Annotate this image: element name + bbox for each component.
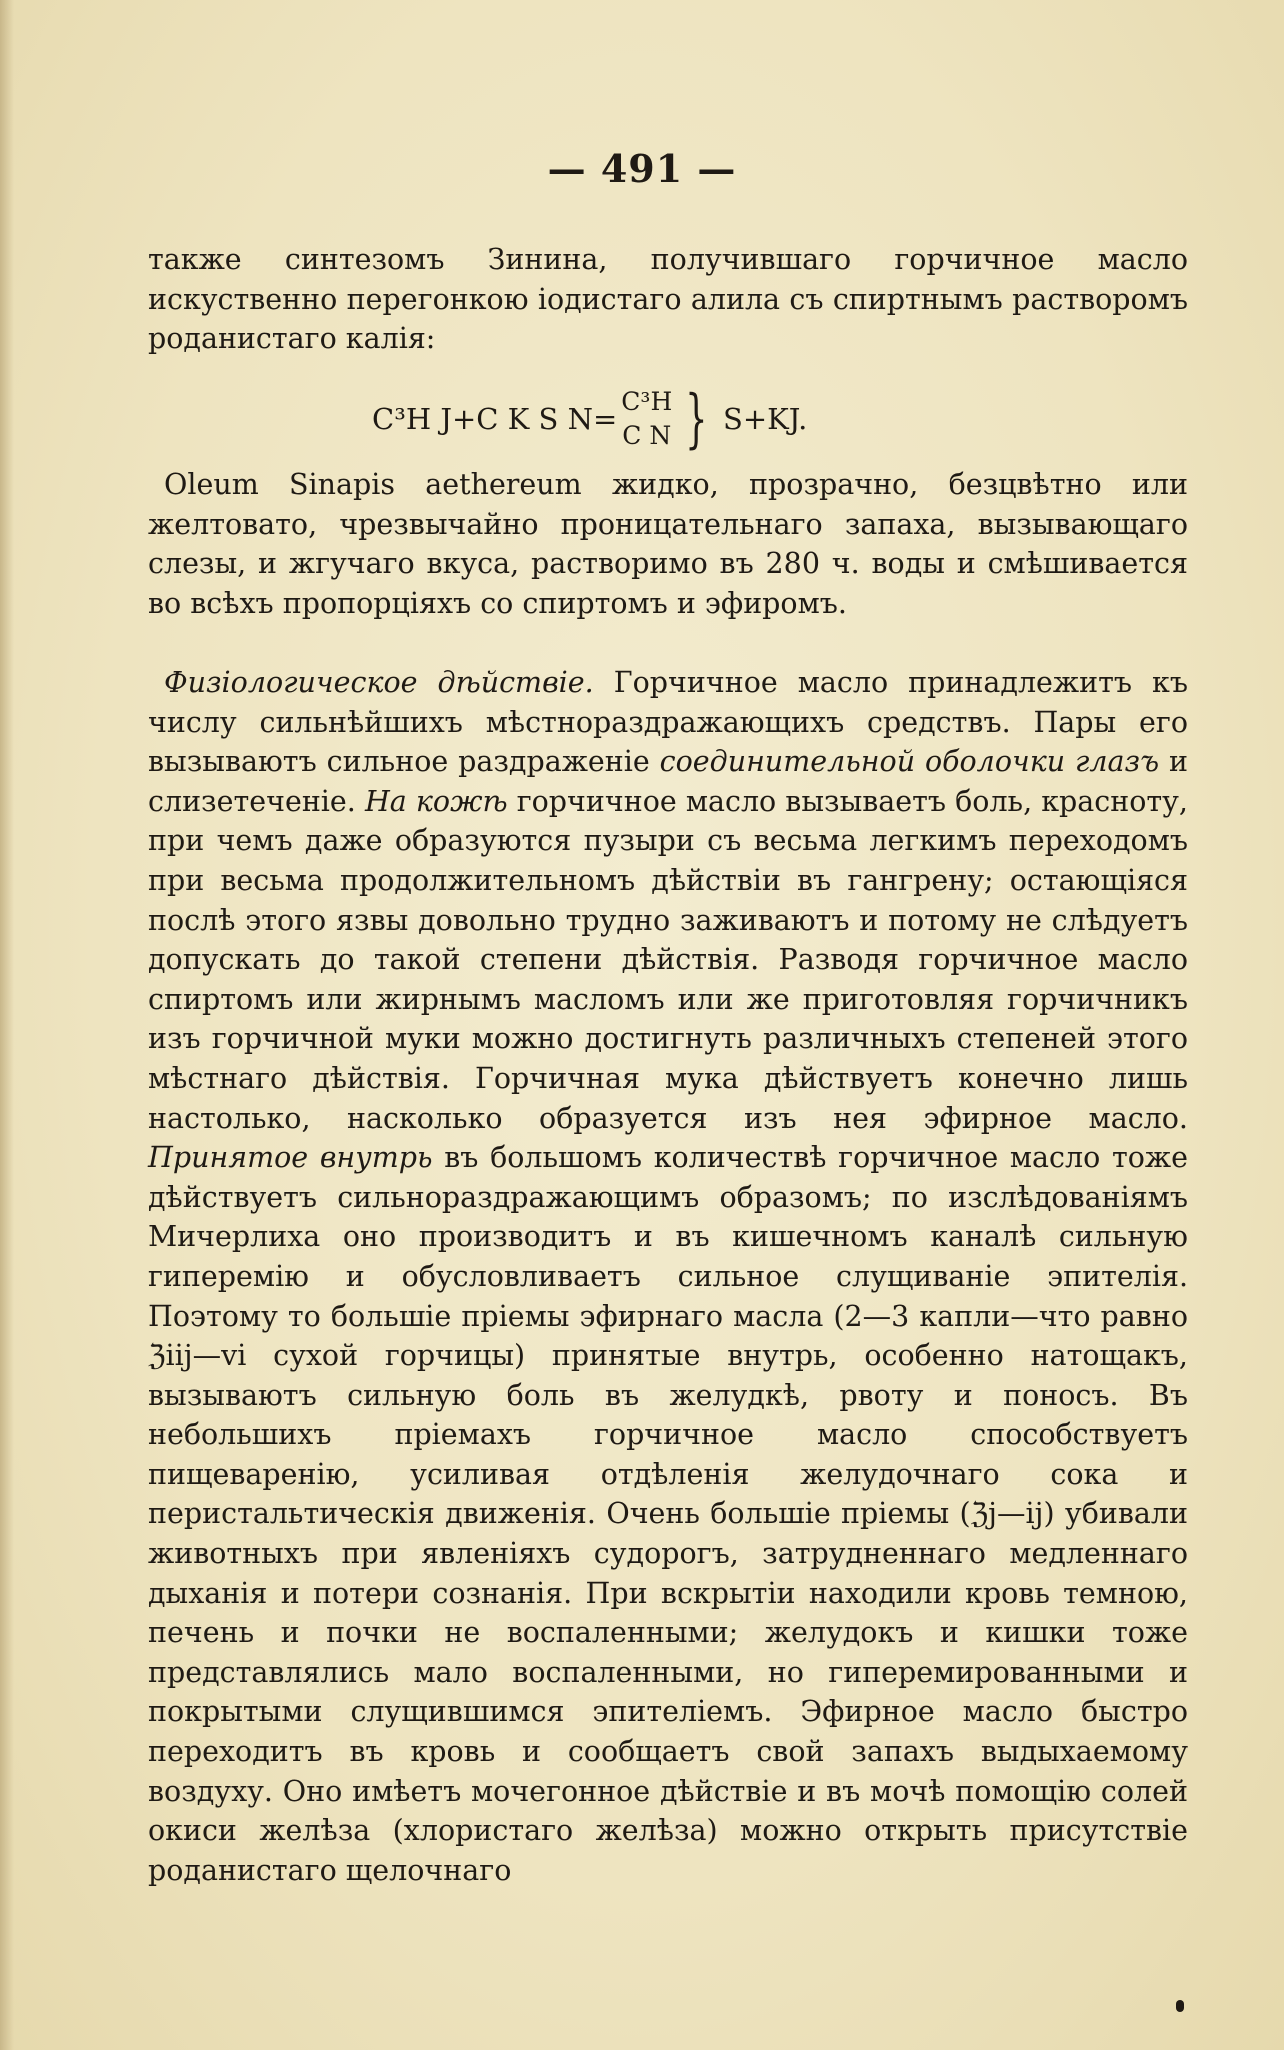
formula-stack-top: C³H: [621, 387, 673, 416]
text-part-3: горчичное масло вызываетъ боль, красноту, при чемъ даже образуются пузыри съ весьма легкимъ переходомъ при весьма продолжительномъ дѣйствіи въ гангрену; остающіяся послѣ этого язвы довольно трудно заживаютъ и потому не слѣдуетъ допускать до такой степени дѣйствія. Разводя горчичное масло спиртомъ или жирнымъ масломъ или же приготовляя горчичникъ изъ горчичной муки можно достигнуть различныхъ степеней этого мѣстнаго дѣйствія. Горчичная мука дѣйствуетъ конечно лишь настолько, насколько образуется изъ нея эфирное масло.: [148, 784, 1188, 1135]
text-part-2: и слизетеченіе.: [148, 745, 1188, 818]
formula-right: S+KJ.: [722, 402, 808, 436]
page-number: — 491 —: [547, 146, 737, 191]
formula-left: C³H J+C K S N=: [372, 402, 618, 436]
formula-stack: [621, 385, 672, 453]
formula-stack-bottom: C N: [622, 421, 672, 450]
emphasis-internal: Принятое внутрь: [148, 1141, 433, 1175]
paragraph-physiology: [148, 663, 1188, 1890]
ink-mark: [1176, 2000, 1184, 2012]
emphasis-conjunctiva: соединительной оболочки глазъ: [659, 745, 1160, 779]
chemical-formula: [372, 380, 807, 458]
paragraph-intro: также синтезомъ Зинина, получившаго горчичное масло искуственно перегонкою іодистаго алила съ спиртнымъ растворомъ роданистаго калія:: [148, 243, 1188, 356]
section-heading: Физіологическое дѣйствіе.: [164, 666, 594, 699]
paragraph-oleum: Oleum Sinapis aethereum жидко, прозрачно, безцвѣтно или желтовато, чрезвычайно проницательнаго запаха, вызывающаго слезы, и жгучаго вкуса, растворимо въ 280 ч. воды и смѣшивается во всѣхъ пропорціяхъ со спиртомъ и эфиромъ.: [148, 468, 1188, 620]
text-part-1: Горчичное масло принадлежитъ къ числу сильнѣйшихъ мѣстнораздражающихъ средствъ. Пары его вызываютъ сильное раздраженіе: [148, 666, 1188, 779]
text-part-4: въ большомъ количествѣ горчичное масло тоже дѣйствуетъ сильнораздражающимъ образомъ; по изслѣдованіямъ Мичерлиха оно производитъ и въ кишечномъ каналѣ сильную гиперемію и обусловливаетъ сильное слущиваніе эпителія. Поэтому то большіе пріемы эфирнаго масла (2—3 капли—что равно ℨiij—vi сухой горчицы) принятые внутрь, особенно натощакъ, вызываютъ сильную боль въ желудкѣ, рвоту и поносъ. Въ небольшихъ пріемахъ горчичное масло способствуетъ пищеваренію, усиливая отдѣленія желудочнаго сока и перистальтическія движенія. Очень большіе пріемы (ℨj—ij) убивали животныхъ при явленіяхъ судорогъ, затрудненнаго медленнаго дыханія и потери сознанія. При вскрытіи находили кровь темною, печень и почки не воспаленными; желудокъ и кишки тоже представлялись мало воспаленными, но гиперемированными и покрытыми слущившимся эпителіемъ. Эфирное масло быстро переходитъ въ кровь и сообщаетъ свой запахъ выдыхаемому воздуху. Оно имѣетъ мочегонное дѣйствіе и въ мочѣ помощію солей окиси желѣза (хлористаго желѣза) можно открыть присутствіе роданистаго щелочнаго: [148, 1141, 1188, 1887]
page-edge-shadow: [0, 0, 14, 2050]
formula-brace: }: [685, 382, 708, 456]
emphasis-skin: На кожѣ: [364, 784, 508, 818]
